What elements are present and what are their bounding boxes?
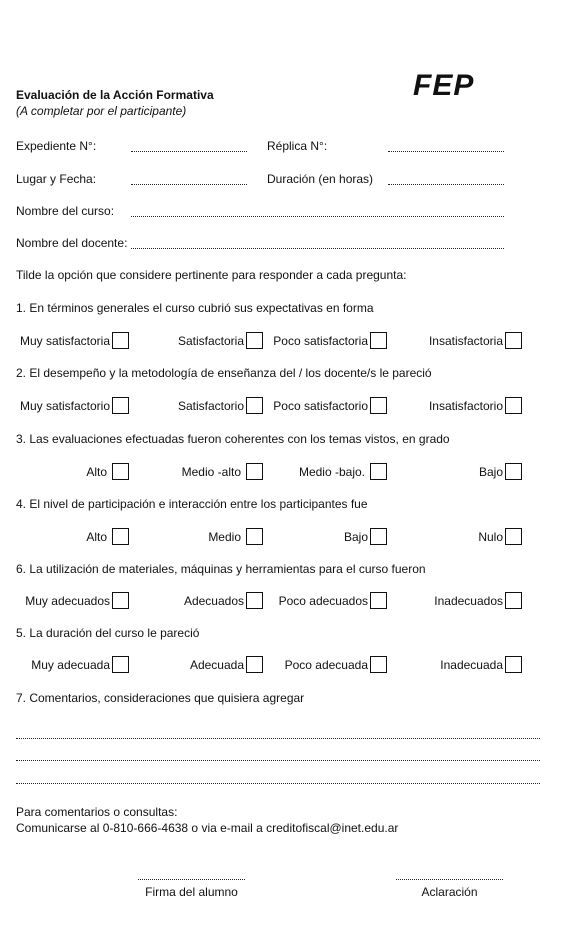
form-title: Evaluación de la Acción Formativa bbox=[16, 88, 214, 102]
option-checkbox[interactable] bbox=[370, 592, 387, 609]
option-checkbox[interactable] bbox=[370, 397, 387, 414]
docente-label: Nombre del docente: bbox=[16, 236, 128, 250]
option-label: Muy satisfactorio bbox=[19, 399, 110, 413]
option-label: Medio -bajo. bbox=[298, 465, 365, 479]
signature-label: Firma del alumno bbox=[145, 885, 238, 899]
option-checkbox[interactable] bbox=[112, 592, 129, 609]
replica-label: Réplica N°: bbox=[267, 139, 328, 153]
option-checkbox[interactable] bbox=[505, 656, 522, 673]
option-label: Poco adecuada bbox=[284, 658, 368, 672]
option-checkbox[interactable] bbox=[505, 528, 522, 545]
option-label: Muy satisfactoria bbox=[19, 334, 110, 348]
question-7: 7. Comentarios, consideraciones que quisiera agregar bbox=[16, 691, 305, 705]
option-label: Poco adecuados bbox=[278, 594, 368, 608]
option-checkbox[interactable] bbox=[112, 656, 129, 673]
option-checkbox[interactable] bbox=[370, 528, 387, 545]
expediente-field[interactable] bbox=[131, 151, 247, 152]
question-3: 3. Las evaluaciones efectuadas fueron coherentes con los temas vistos, en grado bbox=[16, 432, 450, 446]
instructions: Tilde la opción que considere pertinente para responder a cada pregunta: bbox=[16, 268, 407, 282]
option-label: Insatisfactoria bbox=[428, 334, 503, 348]
contact-heading: Para comentarios o consultas: bbox=[16, 805, 178, 819]
comment-line-1[interactable] bbox=[16, 738, 540, 739]
option-checkbox[interactable] bbox=[246, 463, 263, 480]
option-label: Insatisfactorio bbox=[428, 399, 503, 413]
option-label: Alto bbox=[86, 530, 107, 544]
curso-label: Nombre del curso: bbox=[16, 204, 115, 218]
option-label: Poco satisfactorio bbox=[273, 399, 368, 413]
question-4: 4. El nivel de participación e interacción entre los participantes fue bbox=[16, 497, 368, 511]
lugar-fecha-field[interactable] bbox=[131, 184, 247, 185]
option-label: Satisfactoria bbox=[177, 334, 244, 348]
option-label: Muy adecuada bbox=[31, 658, 110, 672]
option-label: Adecuada bbox=[189, 658, 244, 672]
clarification-line[interactable] bbox=[396, 879, 503, 880]
signature-line[interactable] bbox=[138, 879, 245, 880]
option-checkbox[interactable] bbox=[370, 656, 387, 673]
option-checkbox[interactable] bbox=[370, 463, 387, 480]
brand-logo: FEP bbox=[413, 69, 475, 102]
option-checkbox[interactable] bbox=[246, 332, 263, 349]
option-label: Inadecuados bbox=[434, 594, 503, 608]
option-label: Alto bbox=[86, 465, 107, 479]
option-label: Bajo bbox=[343, 530, 368, 544]
option-label: Adecuados bbox=[183, 594, 244, 608]
option-checkbox[interactable] bbox=[246, 656, 263, 673]
option-label: Medio bbox=[208, 530, 241, 544]
duracion-label: Duración (en horas) bbox=[267, 172, 374, 186]
option-checkbox[interactable] bbox=[112, 332, 129, 349]
option-checkbox[interactable] bbox=[505, 332, 522, 349]
contact-details: Comunicarse al 0-810-666-4638 o via e-mail a creditofiscal@inet.edu.ar bbox=[16, 821, 399, 835]
option-label: Medio -alto bbox=[181, 465, 241, 479]
option-checkbox[interactable] bbox=[505, 592, 522, 609]
option-checkbox[interactable] bbox=[112, 397, 129, 414]
question-2: 2. El desempeño y la metodología de enseñanza del / los docente/s le pareció bbox=[16, 366, 432, 380]
curso-field[interactable] bbox=[131, 216, 504, 217]
option-label: Bajo bbox=[478, 465, 503, 479]
option-checkbox[interactable] bbox=[246, 592, 263, 609]
comment-line-2[interactable] bbox=[16, 760, 540, 761]
form-subtitle: (A completar por el participante) bbox=[16, 104, 187, 118]
docente-field[interactable] bbox=[131, 248, 504, 249]
option-label: Nulo bbox=[478, 530, 503, 544]
question-6: 6. La utilización de materiales, máquinas y herramientas para el curso fueron bbox=[16, 562, 426, 576]
question-1: 1. En términos generales el curso cubrió sus expectativas en forma bbox=[16, 301, 374, 315]
option-label: Poco satisfactoria bbox=[273, 334, 368, 348]
replica-field[interactable] bbox=[388, 151, 504, 152]
option-label: Inadecuada bbox=[440, 658, 503, 672]
expediente-label: Expediente N°: bbox=[16, 139, 97, 153]
option-checkbox[interactable] bbox=[505, 397, 522, 414]
question-5: 5. La duración del curso le pareció bbox=[16, 626, 200, 640]
option-checkbox[interactable] bbox=[246, 528, 263, 545]
option-label: Satisfactorio bbox=[177, 399, 244, 413]
lugar-fecha-label: Lugar y Fecha: bbox=[16, 172, 97, 186]
option-label: Muy adecuados bbox=[25, 594, 110, 608]
option-checkbox[interactable] bbox=[505, 463, 522, 480]
clarification-label: Aclaración bbox=[421, 885, 478, 899]
comment-line-3[interactable] bbox=[16, 783, 540, 784]
option-checkbox[interactable] bbox=[246, 397, 263, 414]
duracion-field[interactable] bbox=[388, 184, 504, 185]
option-checkbox[interactable] bbox=[370, 332, 387, 349]
option-checkbox[interactable] bbox=[112, 528, 129, 545]
option-checkbox[interactable] bbox=[112, 463, 129, 480]
